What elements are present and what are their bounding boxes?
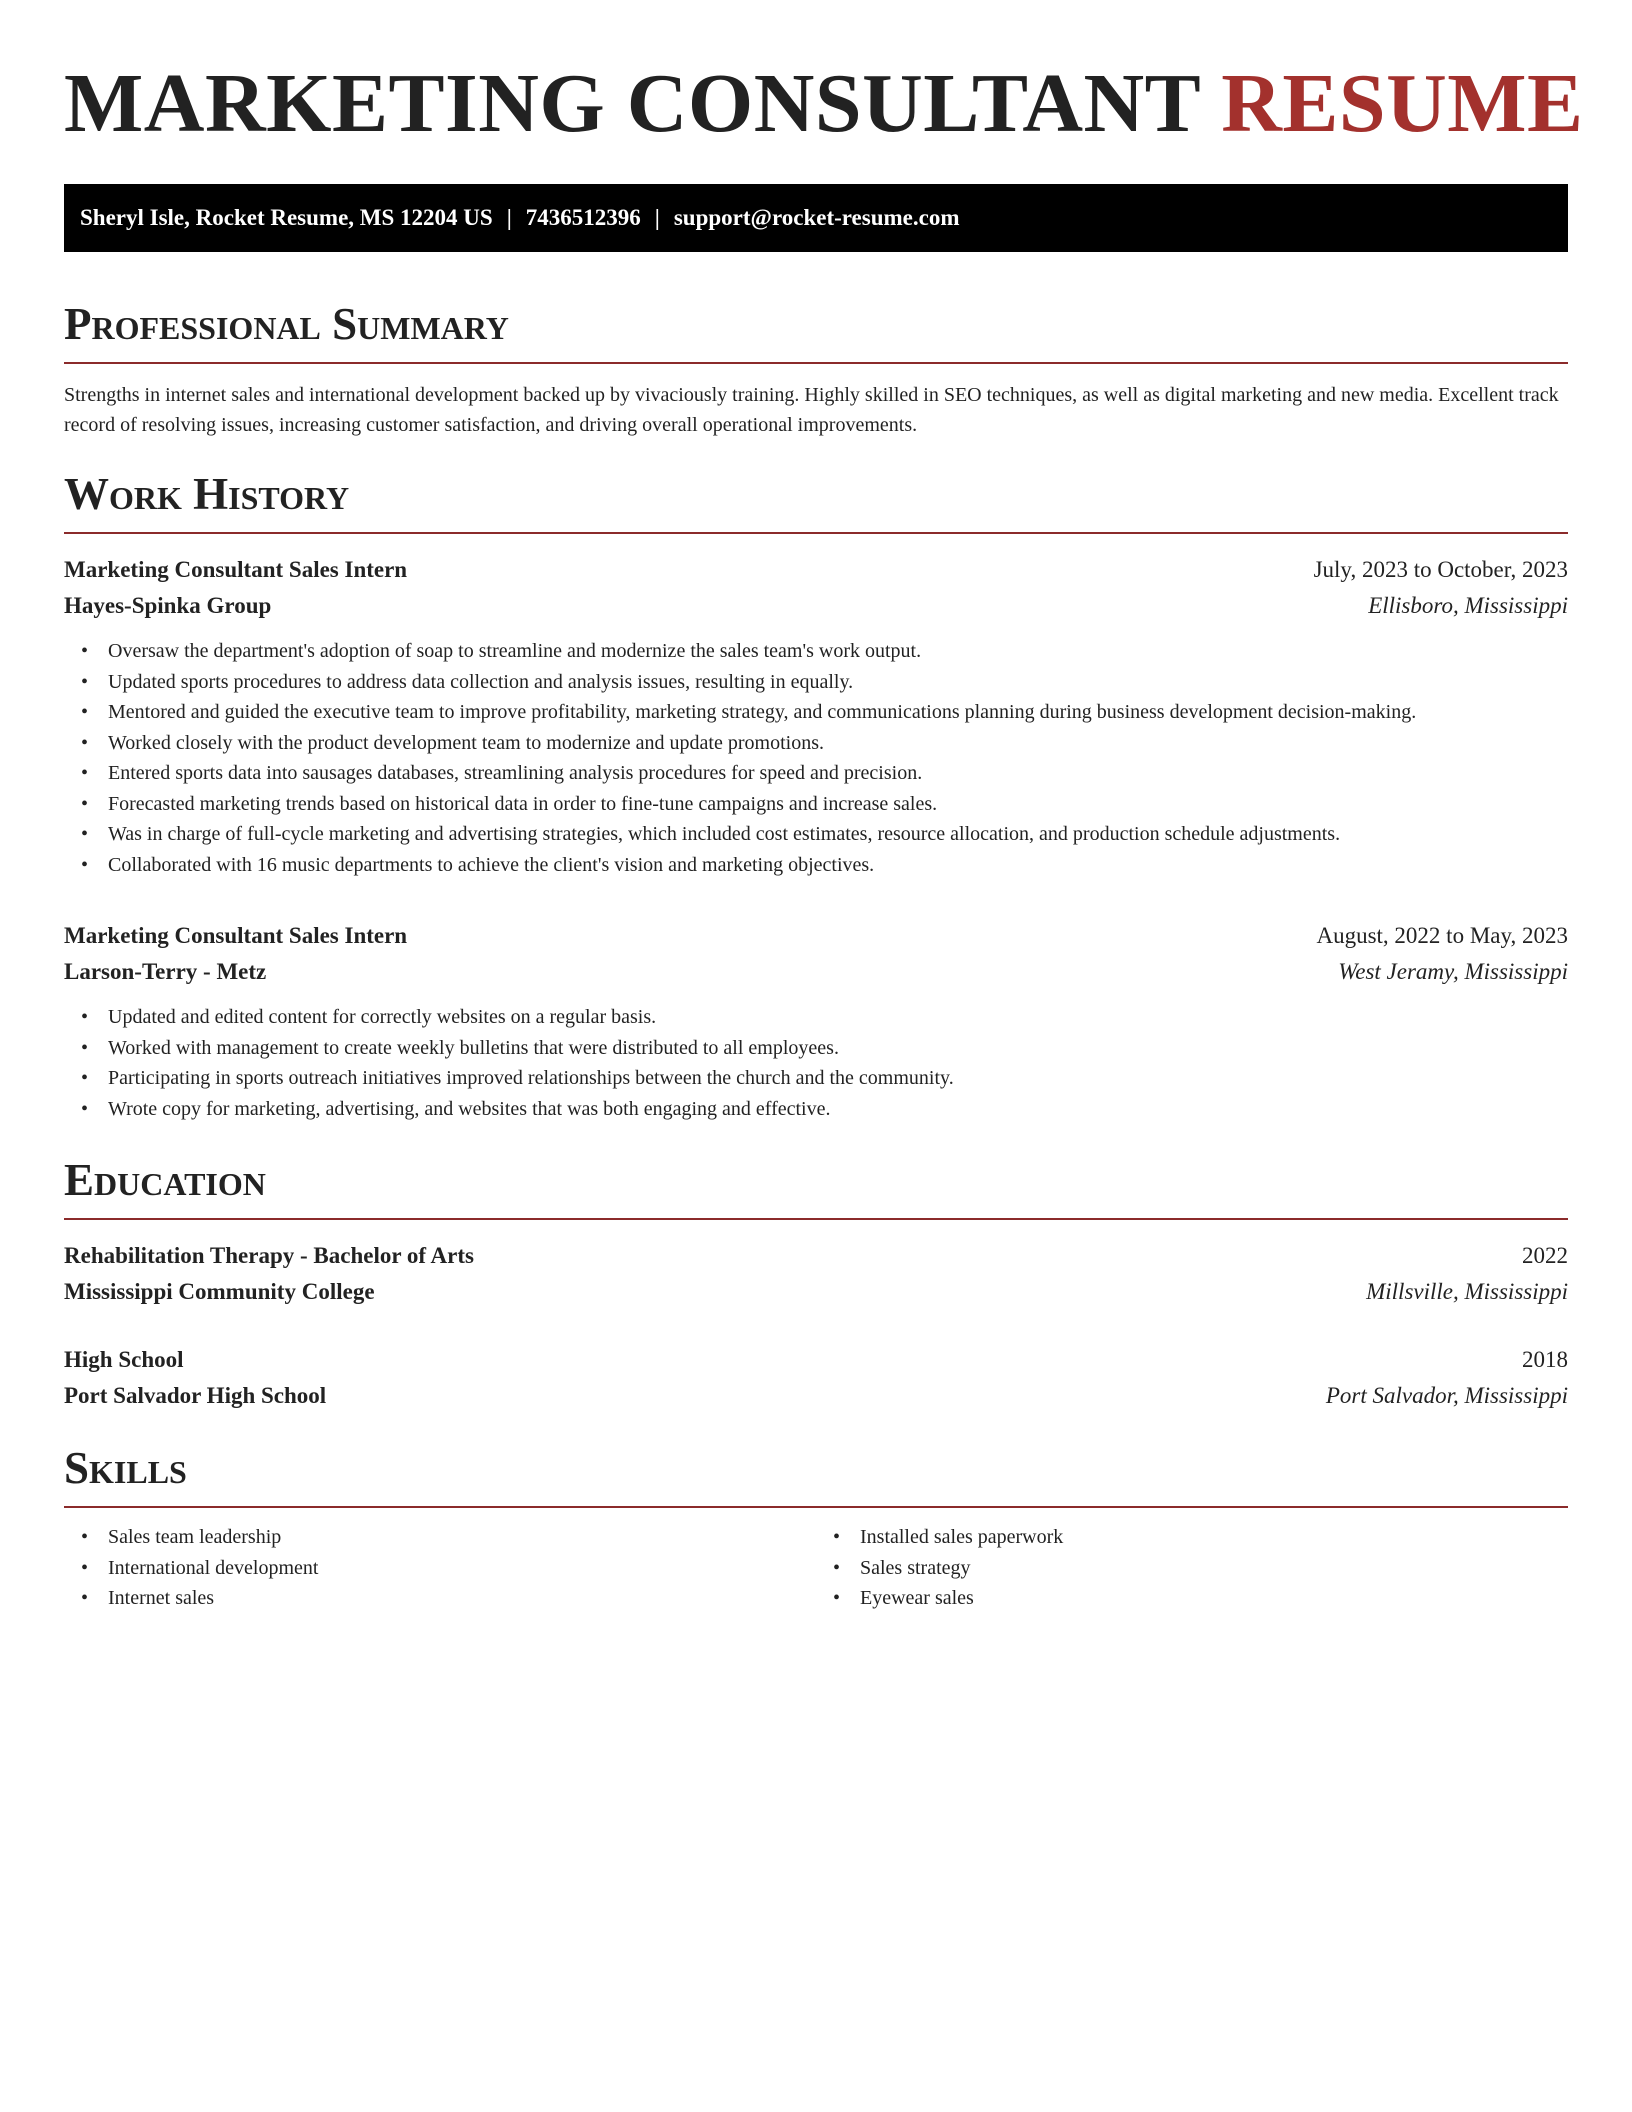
bullet-icon: • [81, 853, 89, 876]
skill-text: Sales strategy [860, 1556, 971, 1579]
job-company: Hayes-Spinka Group [64, 593, 272, 618]
education-school-row [64, 1378, 1568, 1414]
job-bullet [64, 697, 1568, 728]
job-bullet [64, 850, 1568, 881]
job-title-row [64, 552, 1568, 588]
bullet-icon: • [833, 1556, 841, 1579]
job-bullet [64, 1094, 1568, 1125]
skill-item [64, 1553, 816, 1584]
contact-separator: | [654, 205, 660, 230]
job-dates: August, 2022 to May, 2023 [1316, 923, 1568, 948]
education-school: Port Salvador High School [64, 1383, 327, 1408]
job-bullet-text: Updated sports procedures to address data collection and analysis issues, resulting in equally. [108, 670, 854, 693]
education-entry [64, 1342, 1568, 1414]
bullet-icon: • [81, 1067, 89, 1089]
job-bullet-text: Mentored and guided the executive team to improve profitability, marketing strategy, and communications planning during business development decision-making. [108, 701, 1417, 723]
job-company-row [64, 954, 1568, 990]
bullet-icon: • [81, 731, 89, 754]
contact-address: Sheryl Isle, Rocket Resume, MS 12204 US [80, 205, 493, 230]
job-dates: July, 2023 to October, 2023 [1313, 557, 1568, 582]
education-degree: High School [64, 1347, 184, 1372]
skills-section [64, 1440, 1568, 1614]
education-location: Millsville, Mississippi [1366, 1279, 1568, 1304]
job-bullet-text: Oversaw the department's adoption of soap to streamline and modernize the sales team's work output. [108, 640, 922, 662]
job-bullet [64, 1002, 1568, 1033]
job-bullet [64, 636, 1568, 667]
job-bullet-list [64, 1002, 1568, 1124]
job-company: Larson-Terry - Metz [64, 959, 267, 984]
job-bullet [64, 1033, 1568, 1064]
contact-bar [64, 184, 1568, 252]
job-bullet-text: Worked closely with the product development team to modernize and update promotions. [108, 731, 824, 754]
bullet-icon: • [833, 1587, 841, 1609]
job-bullet [64, 667, 1568, 698]
bullet-icon: • [81, 1036, 89, 1059]
bullet-icon: • [81, 823, 89, 845]
skill-item [816, 1522, 1568, 1553]
contact-email: support@rocket-resume.com [673, 205, 960, 230]
education-entry [64, 1238, 1568, 1310]
skill-text: Sales team leadership [108, 1526, 282, 1548]
skill-item [816, 1583, 1568, 1614]
job-bullet-text: Worked with management to create weekly bulletins that were distributed to all employees. [108, 1036, 839, 1059]
education-year: 2022 [1522, 1243, 1568, 1268]
bullet-icon: • [81, 1556, 89, 1579]
job-location: West Jeramy, Mississippi [1338, 959, 1568, 984]
job-company-row [64, 588, 1568, 624]
work-history-section [64, 466, 1568, 1124]
job-title-row [64, 918, 1568, 954]
bullet-icon: • [81, 640, 89, 662]
job-title: Marketing Consultant Sales Intern [64, 923, 408, 948]
bullet-icon: • [81, 1526, 89, 1548]
resume-title [64, 56, 1584, 152]
education-degree-row [64, 1342, 1568, 1378]
skills-left-column [64, 1522, 816, 1614]
skill-text: Eyewear sales [860, 1587, 974, 1609]
contact-phone: 7436512396 [525, 205, 641, 230]
education-degree: Rehabilitation Therapy - Bachelor of Arts [64, 1243, 474, 1268]
job-bullet [64, 789, 1568, 820]
contact-separator: | [506, 205, 512, 230]
skill-text: Installed sales paperwork [860, 1526, 1064, 1548]
education-location: Port Salvador, Mississippi [1325, 1383, 1568, 1408]
bullet-icon: • [81, 1587, 89, 1609]
education-heading: Education [64, 1152, 1568, 1220]
skills-grid [64, 1522, 1568, 1614]
job-bullet [64, 728, 1568, 759]
job-bullet-text: Collaborated with 16 music departments to achieve the client's vision and marketing objectives. [108, 853, 875, 876]
bullet-icon: • [81, 792, 89, 815]
title-main: MARKETING CONSULTANT [64, 57, 1200, 150]
job-bullet [64, 758, 1568, 789]
education-section [64, 1152, 1568, 1414]
bullet-icon: • [833, 1526, 841, 1548]
education-school-row [64, 1274, 1568, 1310]
education-year: 2018 [1522, 1347, 1568, 1372]
job-bullet [64, 1063, 1568, 1094]
education-school: Mississippi Community College [64, 1279, 375, 1304]
job-entry [64, 552, 1568, 880]
job-bullet-text: Updated and edited content for correctly websites on a regular basis. [108, 1006, 657, 1028]
bullet-icon: • [81, 701, 89, 723]
bullet-icon: • [81, 670, 89, 693]
work-history-heading: Work History [64, 466, 1568, 534]
job-bullet-list [64, 636, 1568, 880]
job-bullet-text: Entered sports data into sausages databases, streamlining analysis procedures for speed and precision. [108, 762, 923, 784]
job-bullet-text: Forecasted marketing trends based on historical data in order to fine-tune campaigns and increase sales. [108, 792, 938, 815]
job-title: Marketing Consultant Sales Intern [64, 557, 408, 582]
job-bullet-text: Wrote copy for marketing, advertising, and websites that was both engaging and effective. [108, 1097, 831, 1120]
skill-text: Internet sales [108, 1587, 215, 1609]
skill-item [64, 1522, 816, 1553]
education-degree-row [64, 1238, 1568, 1274]
summary-section [64, 296, 1568, 440]
skill-text: International development [108, 1556, 319, 1579]
job-bullet-text: Participating in sports outreach initiatives improved relationships between the church and the community. [108, 1067, 954, 1089]
bullet-icon: • [81, 1006, 89, 1028]
skill-item [64, 1583, 816, 1614]
job-entry [64, 918, 1568, 1124]
job-bullet-text: Was in charge of full-cycle marketing and advertising strategies, which included cost estimates, resource allocation, and production schedule adjustments. [108, 823, 1341, 845]
job-location: Ellisboro, Mississippi [1368, 593, 1568, 618]
summary-heading: Professional Summary [64, 296, 1568, 364]
skills-right-column [816, 1522, 1568, 1614]
skill-item [816, 1553, 1568, 1584]
bullet-icon: • [81, 762, 89, 784]
skills-heading: Skills [64, 1440, 1568, 1508]
bullet-icon: • [81, 1097, 89, 1120]
summary-text: Strengths in internet sales and international development backed up by vivaciously training. Highly skilled in SEO techniques, as well as digital marketing and new media. Excellent track record of resolving issues, increasing customer satisfaction, and driving overall operational improvements. [64, 384, 1559, 436]
job-bullet [64, 819, 1568, 850]
title-accent: RESUME [1221, 57, 1584, 150]
